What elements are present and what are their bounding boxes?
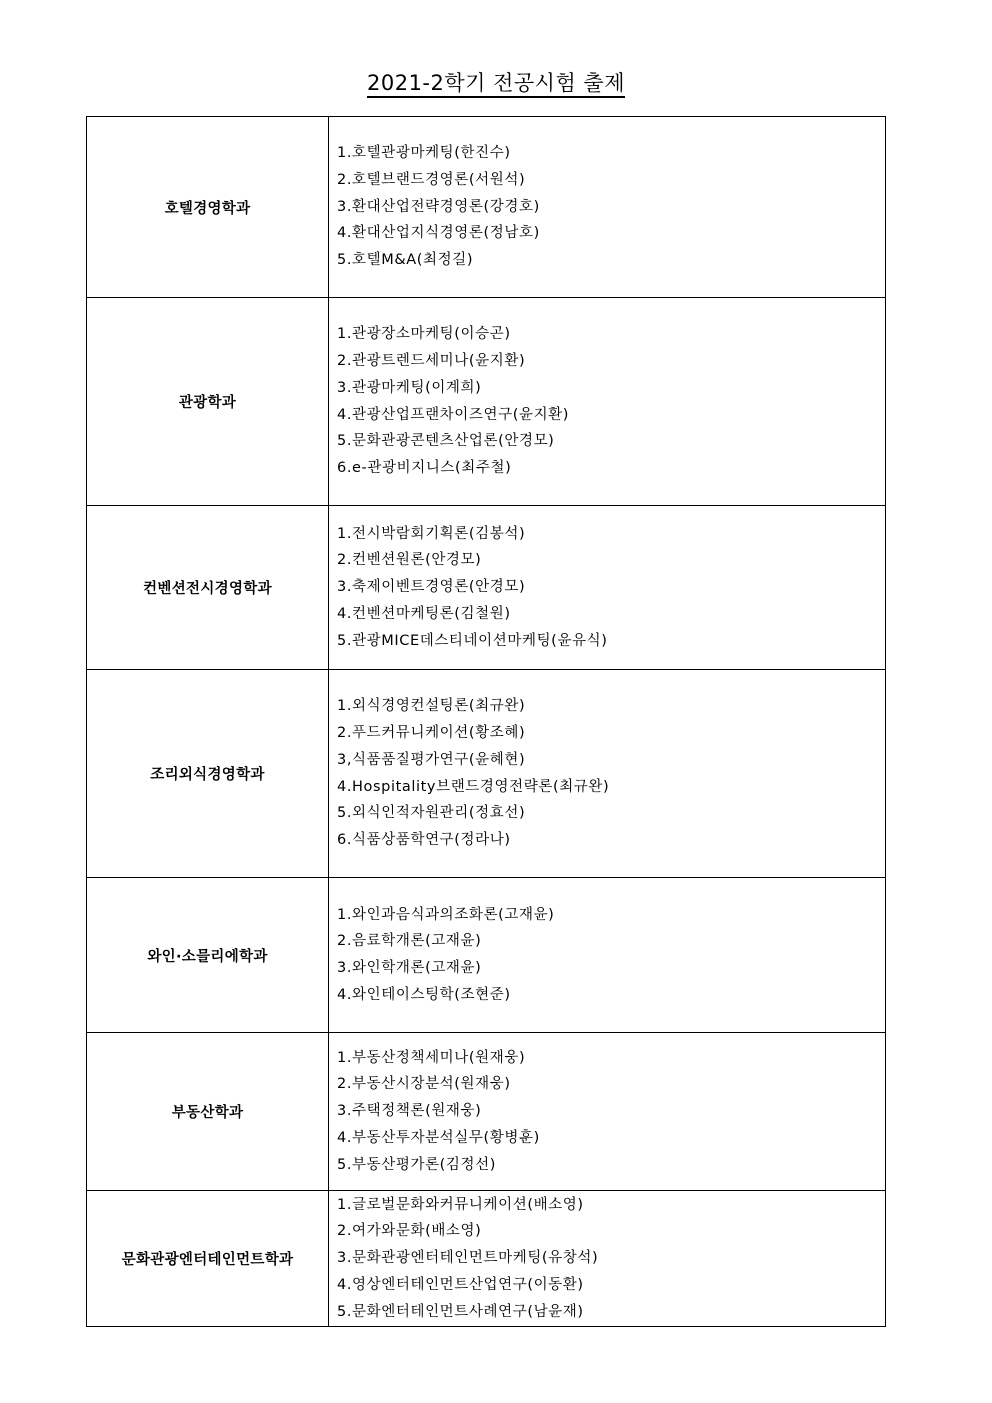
course-item: 3.축제이벤트경영론(안경모) bbox=[337, 579, 526, 596]
course-cell bbox=[329, 1191, 886, 1327]
exam-schedule-table bbox=[86, 116, 886, 1327]
department-name: 컨벤션전시경영학과 bbox=[143, 581, 272, 597]
course-item: 1.글로벌문화와커뮤니케이션(배소영) bbox=[337, 1196, 584, 1213]
department-name: 와인·소믈리에학과 bbox=[147, 948, 268, 965]
course-item: 1.부동산정책세미나(원재웅) bbox=[337, 1049, 526, 1066]
table-row bbox=[87, 117, 886, 298]
course-item: 4.부동산투자분석실무(황병훈) bbox=[337, 1129, 540, 1146]
course-item: 5.호텔M&A(최정길) bbox=[337, 252, 474, 269]
department-name: 조리외식경영학과 bbox=[150, 767, 265, 783]
department-cell bbox=[87, 506, 329, 670]
course-item: 1.전시박람회기획론(김봉석) bbox=[337, 525, 526, 542]
table-row bbox=[87, 506, 886, 670]
department-cell bbox=[87, 878, 329, 1033]
course-list bbox=[337, 321, 885, 481]
course-item: 3.환대산업전략경영론(강경호) bbox=[337, 198, 540, 215]
department-cell bbox=[87, 298, 329, 506]
department-cell bbox=[87, 1191, 329, 1327]
department-cell bbox=[87, 670, 329, 878]
course-item: 3.문화관광엔터테인먼트마케팅(유창석) bbox=[337, 1250, 599, 1267]
course-list bbox=[337, 693, 885, 853]
course-item: 1.관광장소마케팅(이승곤) bbox=[337, 326, 511, 343]
table-row bbox=[87, 1191, 886, 1327]
course-item: 4.관광산업프랜차이즈연구(윤지환) bbox=[337, 406, 570, 423]
course-item: 2.푸드커뮤니케이션(황조혜) bbox=[337, 725, 526, 742]
course-item: 3.관광마케팅(이계희) bbox=[337, 379, 482, 396]
course-item: 6.e-관광비지니스(최주철) bbox=[337, 459, 512, 476]
course-item: 4.와인테이스팅학(조현준) bbox=[337, 986, 511, 1003]
course-item: 2.컨벤션원론(안경모) bbox=[337, 552, 482, 569]
page-title-text: 2021-2학기 전공시험 출제 bbox=[367, 71, 625, 98]
course-item: 1.와인과음식과의조화론(고재윤) bbox=[337, 906, 555, 923]
course-cell bbox=[329, 878, 886, 1033]
page-title bbox=[0, 68, 992, 98]
department-name: 관광학과 bbox=[178, 395, 237, 411]
department-name: 호텔경영학과 bbox=[164, 200, 251, 217]
course-cell bbox=[329, 506, 886, 670]
course-item: 4.환대산업지식경영론(정남호) bbox=[337, 225, 540, 242]
course-item: 2.음료학개론(고재윤) bbox=[337, 933, 482, 950]
course-list bbox=[337, 1192, 885, 1326]
course-list bbox=[337, 140, 885, 274]
course-item: 6.식품상품학연구(정라나) bbox=[337, 831, 511, 848]
course-item: 5.관광MICE데스티네이션마케팅(윤유식) bbox=[337, 632, 608, 649]
course-item: 5.외식인적자원관리(정효선) bbox=[337, 805, 526, 822]
table-row bbox=[87, 878, 886, 1033]
course-item: 4.Hospitality브랜드경영전략론(최규완) bbox=[337, 778, 610, 795]
course-list bbox=[337, 1045, 885, 1179]
course-item: 4.영상엔터테인먼트산업연구(이동환) bbox=[337, 1276, 584, 1293]
course-item: 1.호텔관광마케팅(한진수) bbox=[337, 145, 511, 162]
course-item: 5.문화엔터테인먼트사례연구(남윤재) bbox=[337, 1303, 584, 1320]
course-item: 5.부동산평가론(김정선) bbox=[337, 1156, 497, 1173]
table-row bbox=[87, 298, 886, 506]
course-item: 4.컨벤션마케팅론(김철원) bbox=[337, 605, 511, 622]
course-item: 3.주택정책론(원재웅) bbox=[337, 1103, 482, 1120]
department-name: 부동산학과 bbox=[171, 1105, 244, 1121]
course-item: 3.와인학개론(고재윤) bbox=[337, 960, 482, 976]
course-item: 5.문화관광콘텐츠산업론(안경모) bbox=[337, 433, 555, 450]
course-item: 2.호텔브랜드경영론(서원석) bbox=[337, 171, 526, 188]
table-row bbox=[87, 1033, 886, 1191]
course-item: 2.부동산시장분석(원재웅) bbox=[337, 1076, 511, 1093]
table-row bbox=[87, 670, 886, 878]
course-item: 2.여가와문화(배소영) bbox=[337, 1223, 482, 1240]
department-cell bbox=[87, 117, 329, 298]
department-name: 문화관광엔터테인먼트학과 bbox=[121, 1252, 294, 1268]
course-list bbox=[337, 902, 885, 1009]
course-item: 3,식품품질평가연구(윤혜현) bbox=[337, 751, 526, 768]
course-item: 1.외식경영컨설팅론(최규완) bbox=[337, 698, 526, 715]
department-cell bbox=[87, 1033, 329, 1191]
course-item: 2.관광트렌드세미나(윤지환) bbox=[337, 353, 526, 370]
course-list bbox=[337, 521, 885, 655]
course-cell bbox=[329, 298, 886, 506]
course-cell bbox=[329, 1033, 886, 1191]
course-cell bbox=[329, 117, 886, 298]
course-cell bbox=[329, 670, 886, 878]
